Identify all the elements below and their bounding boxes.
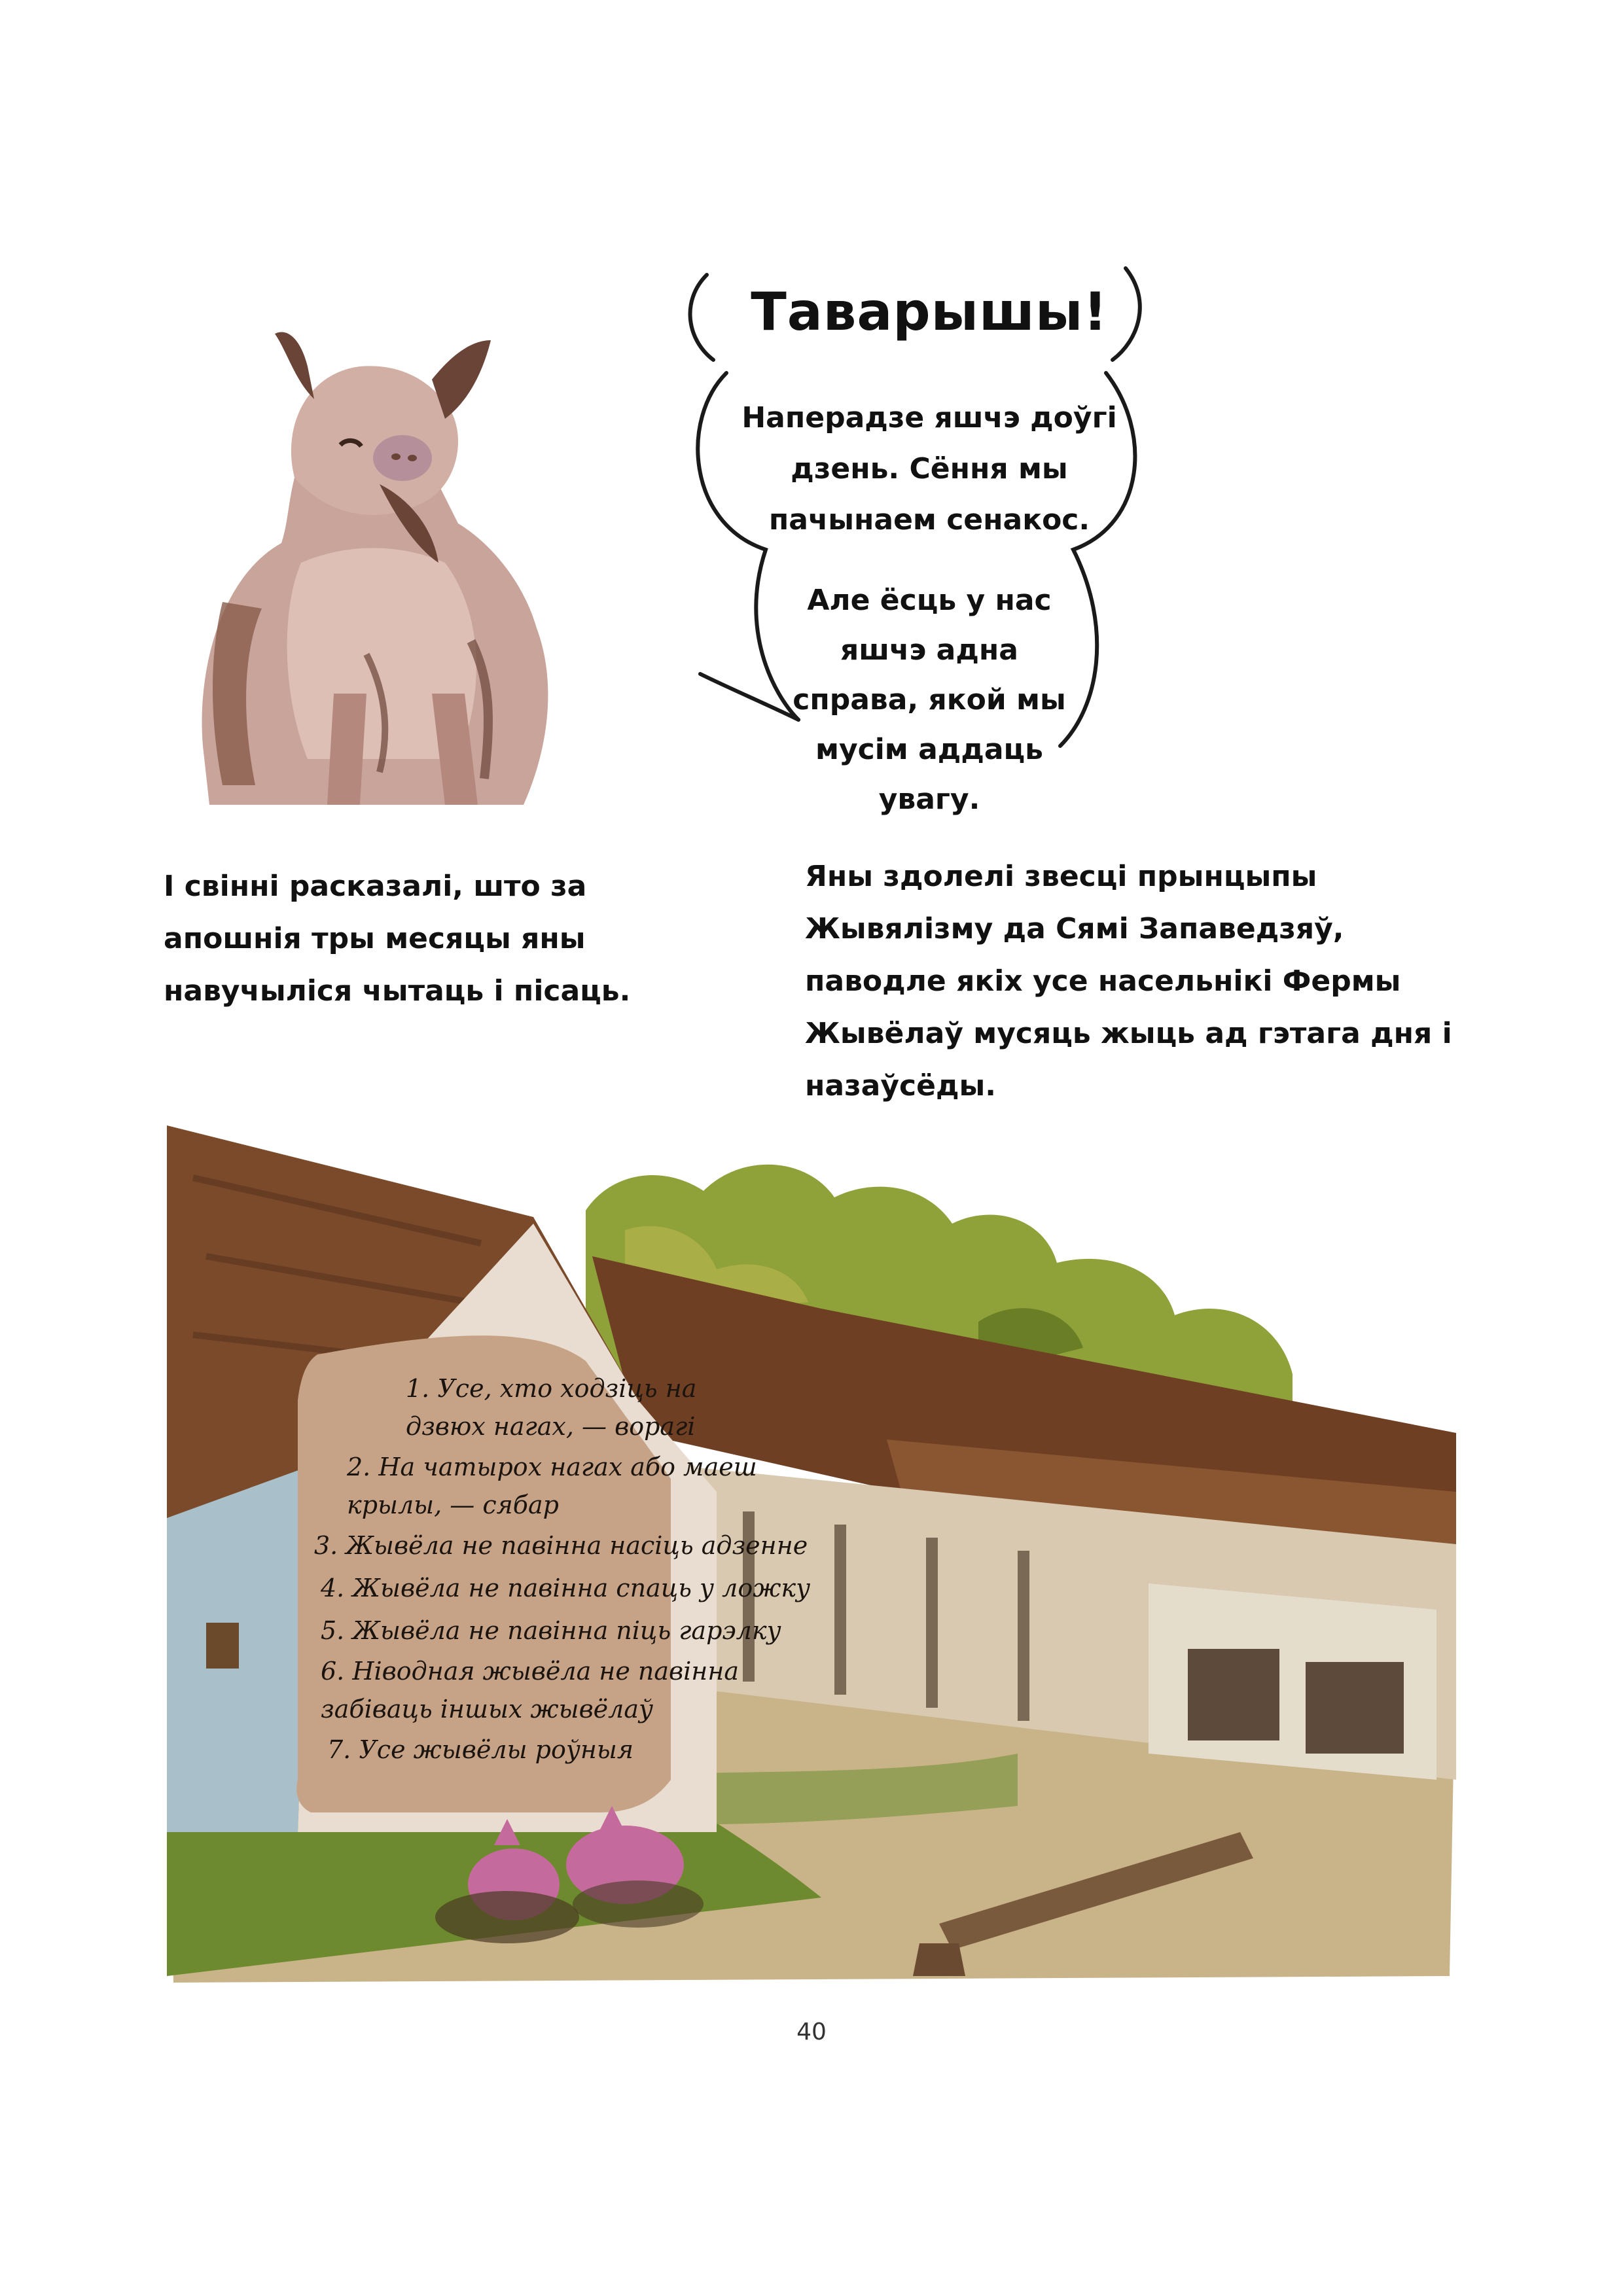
page-number: 40 [796,2019,827,2045]
paragraph-right: Яны здолелі звесці прынцыпы Жывялізму да Сямі Запаведзяў, паводле якіх усе насельнікі Фермы Жывёлаў мусяць жыць ад гэтага дня і назаўсёды. [805,860,1452,1103]
commandment-2-line-2: крылы, — сябар [347,1491,559,1519]
commandment-5: 5. Жывёла не павінна піць гарэлку [321,1616,781,1645]
commandment-2-line-1: 2. На чатырох нагах або маеш [347,1453,757,1481]
commandment-6-line-2: забіваць іншых жывёлаў [321,1695,654,1723]
bubble-paragraph-2: Але ёсць у нас яшчэ адна справа, якой мы мусім аддаць увагу. [793,584,1066,816]
commandment-1-line-1: 1. Усе, хто ходзіць на [406,1374,697,1403]
commandment-1-line-2: дзвюх нагах, — ворагі [406,1412,696,1441]
pig-illustration [183,327,641,811]
commandment-6-line-1: 6. Ніводная жывёла не павінна [321,1657,740,1686]
bubble-paragraph-1: Наперадзе яшчэ доўгі дзень. Сёння мы пачынаем сенакос. [741,401,1117,537]
bubble-title: Таварышы! [751,281,1108,342]
commandment-7: 7. Усе жывёлы роўныя [327,1735,634,1764]
commandment-3: 3. Жывёла не павінна насіць адзенне [314,1531,808,1560]
commandment-4: 4. Жывёла не павінна спаць у ложку [321,1574,811,1602]
paragraph-left: І свінні расказалі, што за апошнія тры месяцы яны навучыліся чытаць і пісаць. [164,870,631,1008]
